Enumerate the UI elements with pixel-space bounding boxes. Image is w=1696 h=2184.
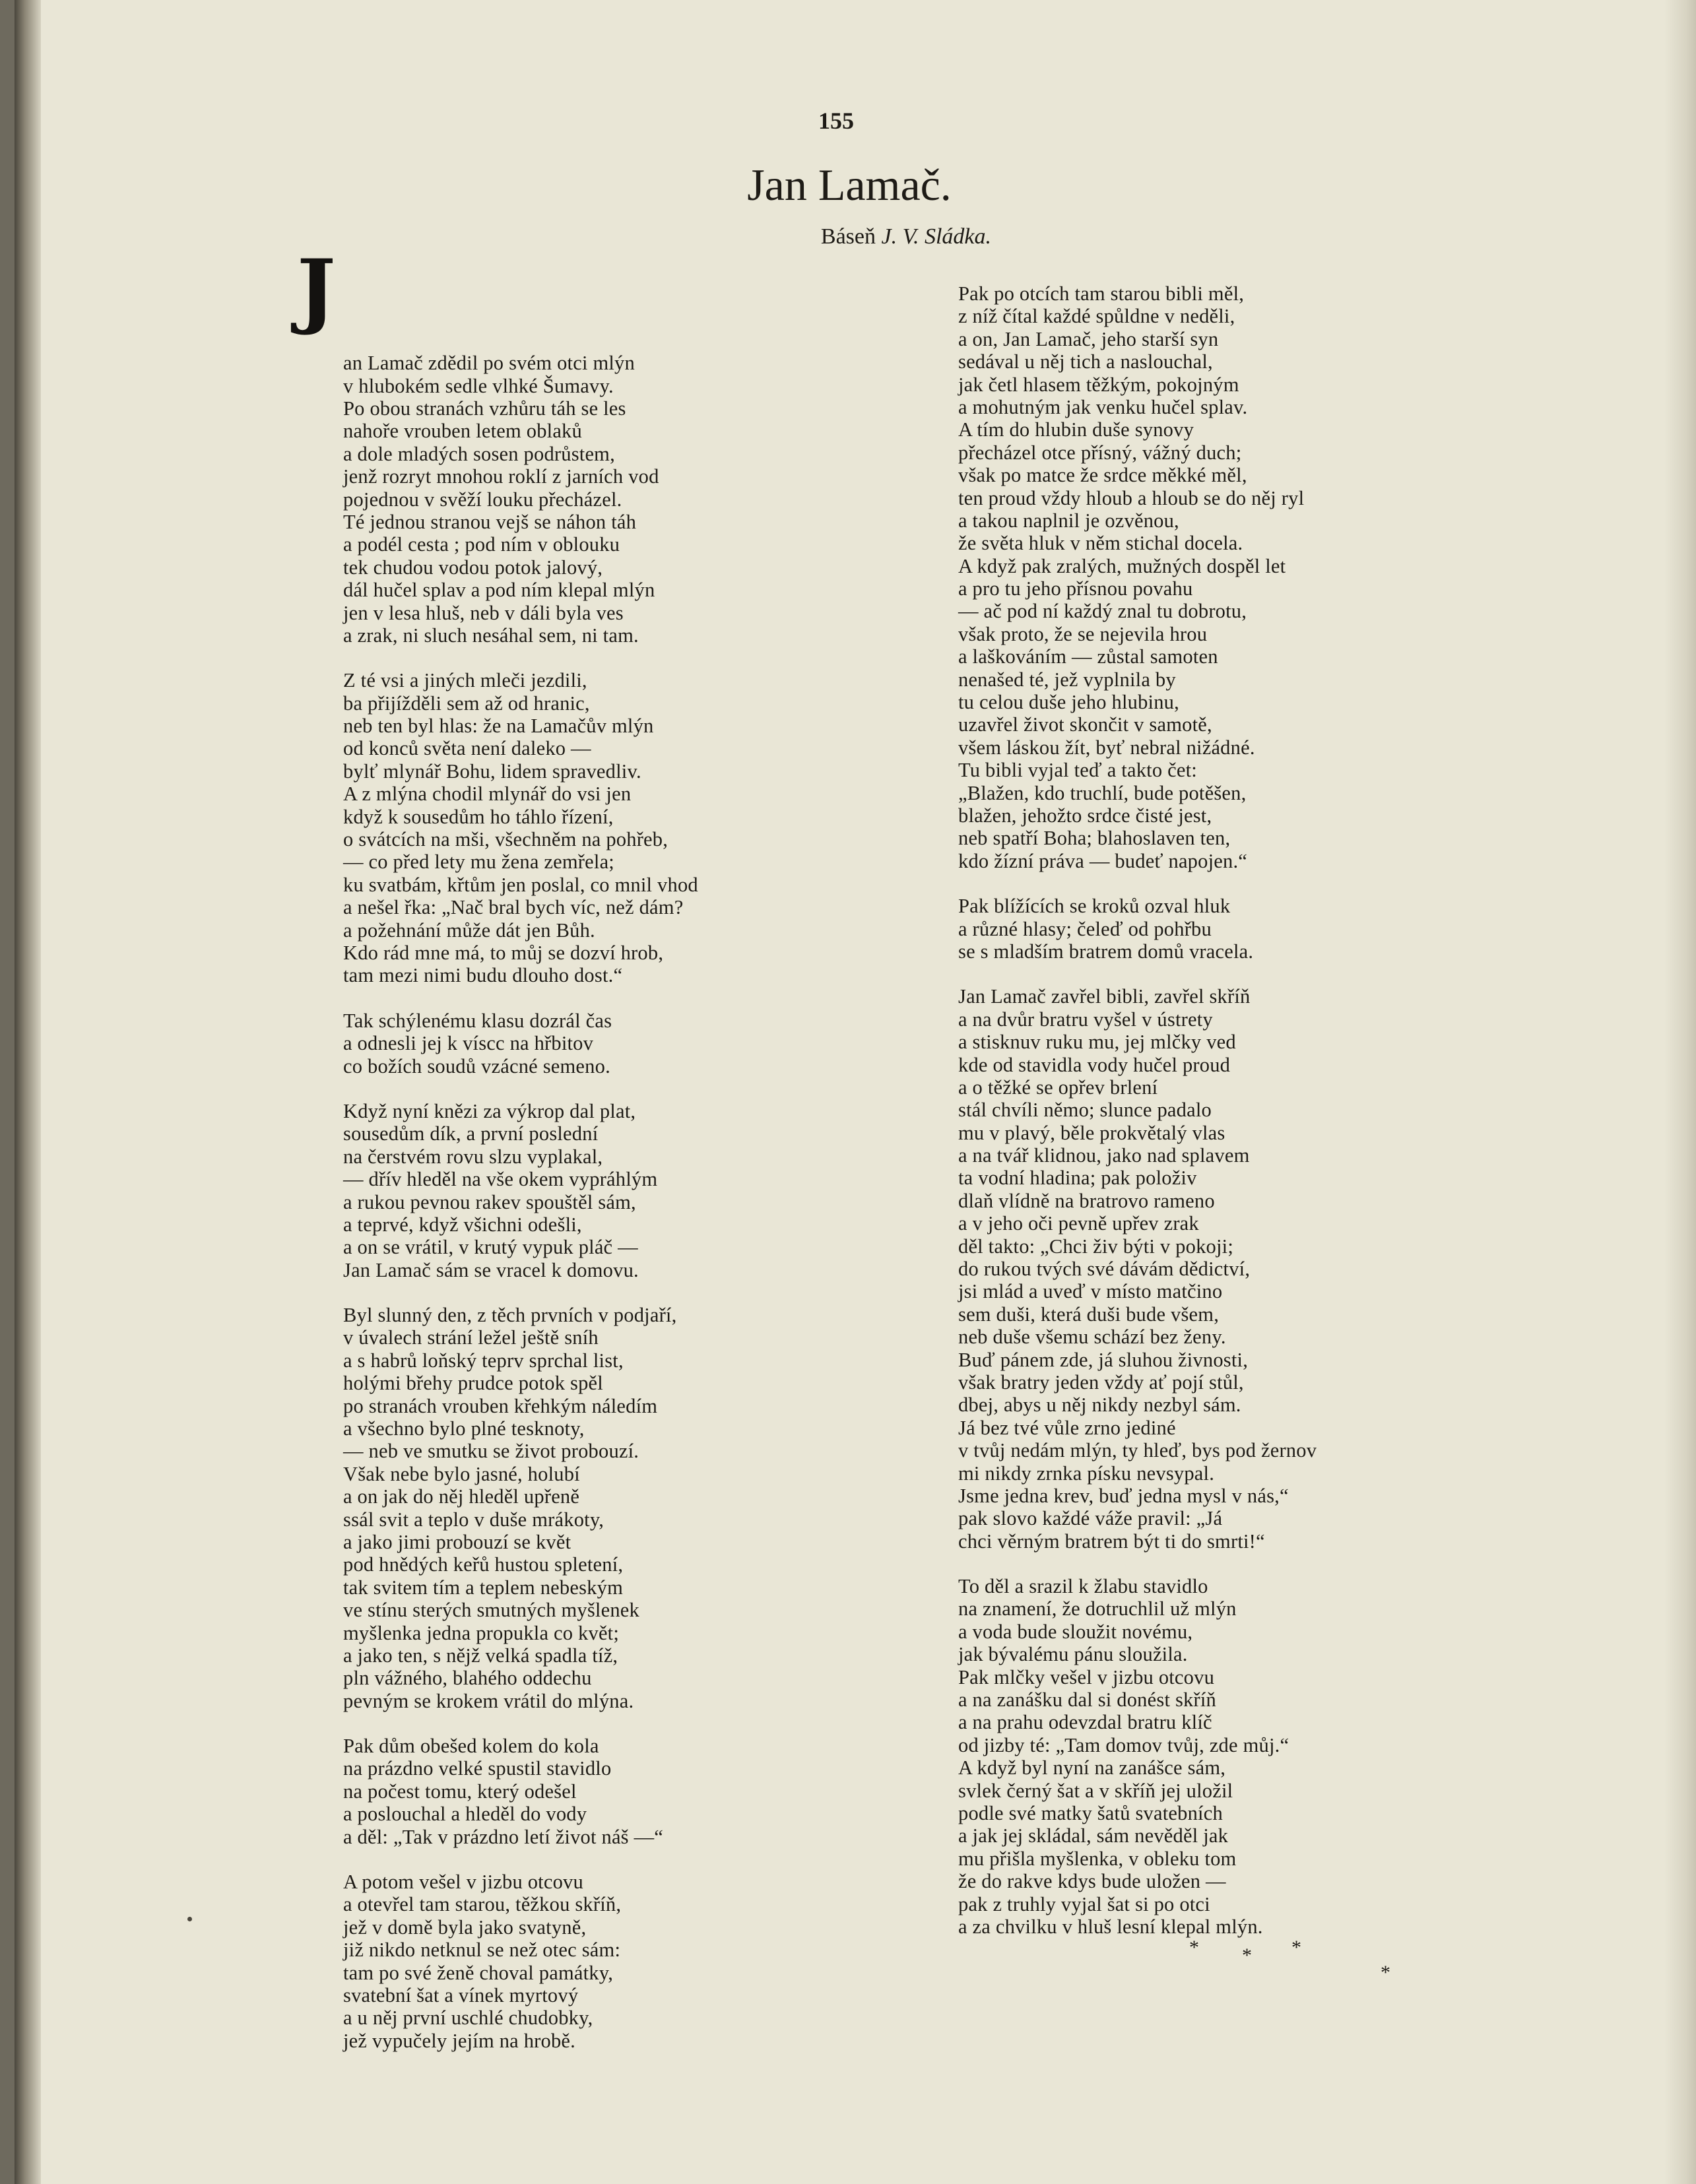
verse-line: — neb ve smutku se život probouzí.: [343, 1440, 639, 1463]
verse-line: na znamení, že dotruchlil už mlýn: [958, 1597, 1237, 1621]
verse-line: kde od stavidla vody hučel proud: [958, 1053, 1231, 1076]
page-edge: [1664, 0, 1696, 2184]
decorated-initial: J: [297, 242, 336, 338]
right-text-column: [958, 282, 1317, 1960]
verse-line: nenašed té, jež vyplnila by: [958, 668, 1176, 691]
verse-line: do rukou tvých své dávám dědictví,: [958, 1258, 1251, 1281]
verse-line: ku svatbám, křtům jen poslal, co mnil vhod: [343, 873, 698, 896]
verse-line: a zrak, ni sluch nesáhal sem, ni tam.: [343, 624, 639, 647]
verse-line: a na prahu odevzdal bratru klíč: [958, 1711, 1212, 1734]
verse-line: sem duši, která duši bude všem,: [958, 1302, 1220, 1326]
verse-line: — co před lety mu žena zemřela;: [343, 851, 614, 874]
verse-line: a laškováním — zůstal samoten: [958, 645, 1218, 668]
verse-line: tam po své ženě choval památky,: [343, 1961, 614, 1984]
verse-line: tak svitem tím a teplem nebeským: [343, 1576, 623, 1599]
verse-line: „Blažen, kdo truchlí, bude potěšen,: [958, 781, 1247, 804]
verse-line: v úvalech strání ležel ještě sníh: [343, 1326, 599, 1349]
verse-line: Jsme jedna krev, buď jedna mysl v nás,“: [958, 1484, 1289, 1507]
verse-line: a na zanášku dal si donést skříň: [958, 1688, 1216, 1712]
stanza: [958, 282, 1317, 872]
verse-line: A když pak zralých, mužných dospěl let: [958, 554, 1286, 577]
stanza: [343, 352, 698, 647]
verse-line: a teprvé, když všichni odešli,: [343, 1213, 582, 1236]
byline-author: J. V. Sládka.: [881, 224, 991, 249]
verse-line: ssál svit a teplo v duše mrákoty,: [343, 1508, 604, 1531]
page-binding-shadow: [15, 0, 41, 2184]
verse-line: jak bývalému pánu sloužila.: [958, 1643, 1188, 1666]
ornament-star: *: [1381, 1962, 1390, 1983]
verse-line: a o těžké se opřev brlení: [958, 1076, 1158, 1099]
verse-line: a on, Jan Lamač, jeho starší syn: [958, 327, 1219, 350]
verse-line: v hlubokém sedle vlhké Šumavy.: [343, 374, 614, 397]
verse-line: jen v lesa hluš, neb v dáli byla ves: [343, 601, 624, 624]
verse-line: pak z truhly vyjal šat si po otci: [958, 1892, 1210, 1915]
verse-line: že do rakve kdys bude uložen —: [958, 1870, 1226, 1893]
verse-line: ba přijížděli sem až od hranic,: [343, 691, 590, 715]
verse-line: se s mladším bratrem domů vracela.: [958, 940, 1254, 963]
verse-line: Pak po otcích tam starou bibli měl,: [958, 282, 1245, 305]
stanza: [343, 1735, 698, 1848]
verse-line: a mohutným jak venku hučel splav.: [958, 395, 1248, 418]
verse-line: a nešel řka: „Nač bral bych víc, než dám?: [343, 896, 684, 919]
verse-line: Tu bibli vyjal teď a takto čet:: [958, 759, 1197, 782]
verse-line: pod hnědých keřů hustou spletení,: [343, 1553, 624, 1576]
verse-line: a stisknuv ruku mu, jej mlčky ved: [958, 1031, 1236, 1054]
stanza: [958, 985, 1317, 1553]
verse-line: A tím do hlubin duše synovy: [958, 418, 1194, 441]
verse-line: nahoře vrouben letem oblaků: [343, 420, 582, 443]
verse-line: po stranách vrouben křehkým náledím: [343, 1394, 658, 1417]
verse-line: že světa hluk v něm stichal docela.: [958, 532, 1243, 555]
verse-line: svatební šat a vínek myrtový: [343, 1984, 579, 2007]
verse-line: jež v domě byla jako svatyně,: [343, 1915, 587, 1939]
verse-line: a s habrů loňský teprv sprchal list,: [343, 1349, 624, 1372]
ornament-star: *: [1189, 1937, 1199, 1958]
verse-line: a takou naplnil je ozvěnou,: [958, 509, 1179, 532]
verse-line: a dole mladých sosen podrůstem,: [343, 442, 615, 465]
verse-line: a děl: „Tak v prázdno letí život náš —“: [343, 1825, 664, 1848]
verse-line: a u něj první uschlé chudobky,: [343, 2007, 593, 2030]
verse-line: Však nebe bylo jasné, holubí: [343, 1462, 580, 1485]
verse-line: od konců světa není daleko —: [343, 737, 591, 760]
verse-line: a na tvář klidnou, jako nad splavem: [958, 1144, 1250, 1167]
verse-line: bylť mlynář Bohu, lidem spravedliv.: [343, 759, 641, 783]
verse-line: myšlenka jedna propukla co květ;: [343, 1621, 620, 1644]
ornament-star: *: [1291, 1937, 1301, 1958]
verse-line: a on se vrátil, v krutý vypuk pláč —: [343, 1236, 638, 1259]
verse-line: A z mlýna chodil mlynář do vsi jen: [343, 783, 632, 806]
verse-line: však po matce že srdce měkké měl,: [958, 464, 1247, 487]
verse-line: již nikdo netknul se než otec sám:: [343, 1939, 621, 1962]
verse-line: a on jak do něj hleděl upřeně: [343, 1485, 580, 1508]
verse-line: když k sousedům ho táhlo řízení,: [343, 805, 614, 828]
verse-line: A když byl nyní na zanášce sám,: [958, 1756, 1226, 1780]
page-number: 155: [818, 108, 854, 134]
verse-line: podle své matky šatů svatebních: [958, 1802, 1223, 1824]
verse-line: chci věrným bratrem být ti do smrti!“: [958, 1529, 1265, 1553]
poem-title: Jan Lamač.: [747, 160, 952, 210]
verse-line: To děl a srazil k žlabu stavidlo: [958, 1575, 1208, 1598]
verse-line: pak slovo každé váže pravil: „Já: [958, 1507, 1223, 1530]
verse-line: na čerstvém rovu slzu vyplakal,: [343, 1145, 603, 1168]
verse-line: mi nikdy zrnka písku nevsypal.: [958, 1461, 1215, 1485]
verse-line: však bratry jeden vždy ať pojí stůl,: [958, 1370, 1244, 1394]
verse-line: mu přišla myšlenka, v obleku tom: [958, 1847, 1237, 1870]
verse-line: Po obou stranách vzhůru táh se les: [343, 397, 626, 420]
book-page: [15, 0, 1696, 2184]
verse-line: uzavřel život skončit v samotě,: [958, 713, 1212, 736]
verse-line: neb duše všemu schází bez ženy.: [958, 1326, 1226, 1349]
verse-line: ta vodní hladina; pak položiv: [958, 1167, 1197, 1190]
verse-line: dlaň vlídně na bratrovo rameno: [958, 1189, 1215, 1212]
stanza: [343, 1100, 698, 1281]
verse-line: a požehnání může dát jen Bůh.: [343, 918, 595, 942]
verse-line: v tvůj nedám mlýn, ty hleď, bys pod žernov: [958, 1439, 1317, 1462]
verse-line: od jizby té: „Tam domov tvůj, zde můj.“: [958, 1733, 1289, 1756]
verse-line: co božích soudů vzácné semeno.: [343, 1054, 610, 1077]
verse-line: přecházel otce přísný, vážný duch;: [958, 441, 1242, 464]
verse-line: a různé hlasy; čeleď od pohřbu: [958, 917, 1212, 940]
verse-line: — dřív hleděl na vše okem vypráhlým: [343, 1168, 658, 1191]
verse-line: — ač pod ní každý znal tu dobrotu,: [958, 600, 1247, 623]
verse-line: a v jeho oči pevně upřev zrak: [958, 1212, 1199, 1235]
verse-line: tek chudou vodou potok jalový,: [343, 556, 603, 579]
verse-line: a odnesli jej k víscc na hřbitov: [343, 1032, 594, 1055]
verse-line: Jan Lamač sám se vracel k domovu.: [343, 1258, 639, 1281]
verse-line: Pak blížících se kroků ozval hluk: [958, 895, 1231, 918]
stanza: [958, 1575, 1317, 1938]
verse-line: na počest tomu, který odešel: [343, 1780, 577, 1803]
verse-line: a jako jimi probouzí se květ: [343, 1530, 571, 1553]
verse-line: jenž rozryt mnohou roklí z jarních vod: [343, 465, 659, 488]
verse-line: a rukou pevnou rakev spouštěl sám,: [343, 1190, 636, 1213]
verse-line: dbej, abys u něj nikdy nezbyl sám.: [958, 1394, 1241, 1417]
verse-line: pevným se krokem vrátil do mlýna.: [343, 1689, 634, 1712]
verse-line: svlek černý šat a v skříň jej uložil: [958, 1779, 1233, 1802]
verse-line: a jako ten, s nějž velká spadla tíž,: [343, 1644, 618, 1667]
verse-line: ten proud vždy hloub a hloub se do něj ryl: [958, 486, 1305, 509]
verse-line: blažen, jehožto srdce čisté jest,: [958, 804, 1212, 827]
verse-line: Kdo rád mne má, to můj se dozví hrob,: [343, 941, 664, 964]
verse-line: a podél cesta ; pod ním v oblouku: [343, 533, 620, 556]
verse-line: tam mezi nimi budu dlouho dost.“: [343, 964, 623, 987]
verse-line: a na dvůr bratru vyšel v ústrety: [958, 1008, 1213, 1031]
verse-line: a voda bude sloužit novému,: [958, 1620, 1193, 1643]
verse-line: Z té vsi a jiných mleči jezdili,: [343, 669, 587, 692]
stanza: [958, 895, 1317, 963]
verse-line: Tak schýlenému klasu dozrál čas: [343, 1009, 612, 1032]
verse-line: z níž čítal každé spůldne v neděli,: [958, 305, 1235, 328]
verse-line: pojednou v svěží louku přecházel.: [343, 488, 622, 511]
verse-line: kdo žízní práva — budeť napojen.“: [958, 849, 1248, 872]
verse-line: a za chvilku v hluš lesní klepal mlýn.: [958, 1915, 1263, 1938]
verse-line: na prázdno velké spustil stavidlo: [343, 1757, 612, 1780]
verse-line: Buď pánem zde, já sluhou živnosti,: [958, 1348, 1249, 1371]
verse-line: tu celou duše jeho hlubinu,: [958, 691, 1179, 714]
verse-line: stál chvíli němo; slunce padalo: [958, 1099, 1212, 1122]
byline-prefix: Báseň: [820, 224, 876, 249]
verse-line: dál hučel splav a pod ním klepal mlýn: [343, 579, 655, 602]
verse-line: Jan Lamač zavřel bibli, zavřel skříň: [958, 985, 1251, 1008]
stanza: [343, 1871, 698, 2052]
verse-line: a jak jej skládal, sám nevěděl jak: [958, 1824, 1229, 1847]
verse-line: jež vypučely jejím na hrobě.: [343, 2029, 575, 2052]
verse-line: jsi mlád a uveď v místo matčino: [958, 1280, 1223, 1303]
verse-line: jak četl hlasem těžkým, pokojným: [958, 373, 1239, 396]
ornament-star: *: [1242, 1944, 1252, 1966]
verse-line: Té jednou stranou vejš se náhon táh: [343, 510, 637, 533]
poem-byline: [707, 224, 991, 249]
verse-line: holými břehy prudce potok spěl: [343, 1372, 603, 1395]
verse-line: děl takto: „Chci živ býti v pokoji;: [958, 1235, 1233, 1258]
stanza: [343, 1304, 698, 1712]
verse-line: an Lamač zdědil po svém otci mlýn: [343, 352, 635, 375]
verse-line: Byl slunný den, z těch prvních v podjaří,: [343, 1304, 677, 1327]
verse-line: všem láskou žít, byť nebral nižádné.: [958, 736, 1255, 759]
stanza: [343, 1010, 698, 1077]
verse-line: Když nyní knězi za výkrop dal plat,: [343, 1099, 636, 1122]
verse-line: a poslouchal a hleděl do vody: [343, 1803, 587, 1826]
verse-line: A potom vešel v jizbu otcovu: [343, 1871, 583, 1894]
verse-line: pln vážného, blahého oddechu: [343, 1667, 592, 1690]
verse-line: mu v plavý, běle prokvětalý vlas: [958, 1121, 1225, 1144]
page-speck: [187, 1917, 192, 1921]
stanza: [343, 669, 698, 986]
verse-line: a otevřel tam starou, těžkou skříň,: [343, 1893, 622, 1916]
verse-line: neb ten byl hlas: že na Lamačův mlýn: [343, 715, 654, 738]
verse-line: však proto, že se nejevila hrou: [958, 622, 1208, 645]
verse-line: Pak dům obešed kolem do kola: [343, 1735, 599, 1758]
verse-line: sedával u něj tich a naslouchal,: [958, 350, 1213, 373]
verse-line: neb spatří Boha; blahoslaven ten,: [958, 827, 1231, 850]
left-text-column: [297, 242, 698, 2074]
verse-line: ve stínu sterých smutných myšlenek: [343, 1599, 639, 1622]
verse-line: Já bez tvé vůle zrno jediné: [958, 1416, 1176, 1439]
verse-line: o svátcích na mši, všechněm na pohřeb,: [343, 828, 669, 851]
verse-line: sousedům dík, a první poslední: [343, 1122, 599, 1145]
verse-line: Pak mlčky vešel v jizbu otcovu: [958, 1665, 1215, 1688]
verse-line: a všechno bylo plné tesknoty,: [343, 1417, 585, 1440]
verse-line: a pro tu jeho přísnou povahu: [958, 577, 1193, 600]
